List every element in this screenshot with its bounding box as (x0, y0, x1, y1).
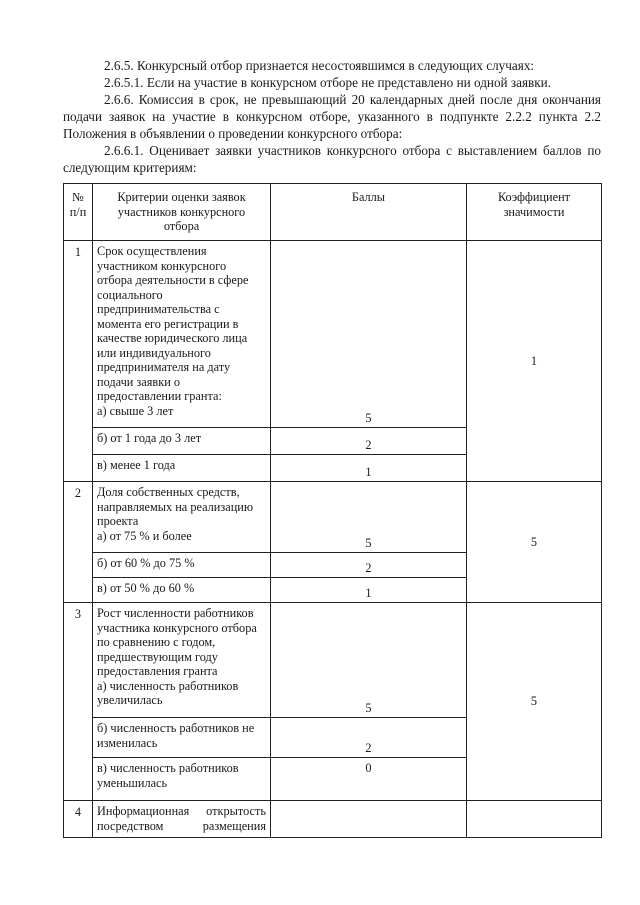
criterion-cell (93, 603, 271, 718)
criterion-option: б) численность работников не изменилась (93, 718, 271, 758)
points-cell: 0 (271, 758, 467, 801)
points-cell (271, 801, 467, 838)
criterion-intro: Доля собственных средств, направляемых на реализацию проекта (97, 485, 254, 528)
header-criteria: Критерии оценки заявок участников конкурсного отбора (93, 184, 271, 241)
criterion-option: б) от 60 % до 75 % (93, 553, 271, 578)
coefficient-cell: 5 (467, 482, 602, 603)
criteria-table (63, 183, 602, 838)
row-number: 4 (64, 801, 93, 838)
paragraph-2-6-6-1: 2.6.6.1. Оценивает заявки участников конкурсного отбора с выставлением баллов по следующим критериям: (63, 143, 601, 175)
points-cell: 5 (271, 482, 467, 553)
points-cell: 1 (271, 578, 467, 603)
criterion-intro: Информационная открытость посредством размещения (97, 804, 266, 833)
paragraph-2-6-5: 2.6.5. Конкурсный отбор признается несостоявшимся в следующих случаях: (104, 58, 535, 73)
criterion-option: б) от 1 года до 3 лет (93, 428, 271, 455)
paragraph-2-6-5-1: 2.6.5.1. Если на участие в конкурсном отборе не представлено ни одной заявки. (104, 75, 552, 90)
criterion-option: а) от 75 % и более (97, 528, 192, 543)
criterion-option: в) менее 1 года (93, 455, 271, 482)
criterion-option: а) свыше 3 лет (97, 403, 174, 418)
table-header-row (64, 184, 602, 241)
criterion-option: а) численность работников увеличилась (97, 678, 239, 707)
table-row (64, 482, 602, 553)
criterion-cell (93, 482, 271, 553)
table-row (64, 801, 602, 838)
points-cell: 2 (271, 553, 467, 578)
coefficient-cell (467, 801, 602, 838)
table-row (64, 241, 602, 428)
table-row (64, 603, 602, 718)
paragraph-2-6-6: 2.6.6. Комиссия в срок, не превышающий 20 календарных дней после дня окончания подачи заявок на участие в конкурсном отборе, указанного в подпункте 2.2.2 пункта 2.2 Положения в объявлении о проведении конкурсного отбора: (63, 92, 601, 141)
points-cell: 5 (271, 603, 467, 718)
points-cell: 2 (271, 718, 467, 758)
row-number: 1 (64, 241, 93, 482)
points-cell: 5 (271, 241, 467, 428)
points-cell: 2 (271, 428, 467, 455)
points-cell: 1 (271, 455, 467, 482)
criterion-intro: Срок осуществления участником конкурсного отбора деятельности в сфере социального предпринимательства с момента его регистрации в качестве юридического лица или индивидуального предпринимателя на дату подачи заявки о предоставлении гранта: (97, 244, 249, 403)
criterion-cell (93, 801, 271, 838)
header-points: Баллы (271, 184, 467, 241)
criterion-cell (93, 241, 271, 428)
criterion-intro: Рост численности работников участника конкурсного отбора по сравнению с годом, предшествующим году предоставления гранта (97, 606, 257, 678)
criterion-option: в) численность работников уменьшилась (93, 758, 271, 801)
header-coefficient: Коэффициент значимости (467, 184, 602, 241)
criterion-option: в) от 50 % до 60 % (93, 578, 271, 603)
coefficient-cell: 5 (467, 603, 602, 801)
coefficient-cell: 1 (467, 241, 602, 482)
row-number: 3 (64, 603, 93, 801)
row-number: 2 (64, 482, 93, 603)
header-num: № п/п (64, 184, 93, 241)
